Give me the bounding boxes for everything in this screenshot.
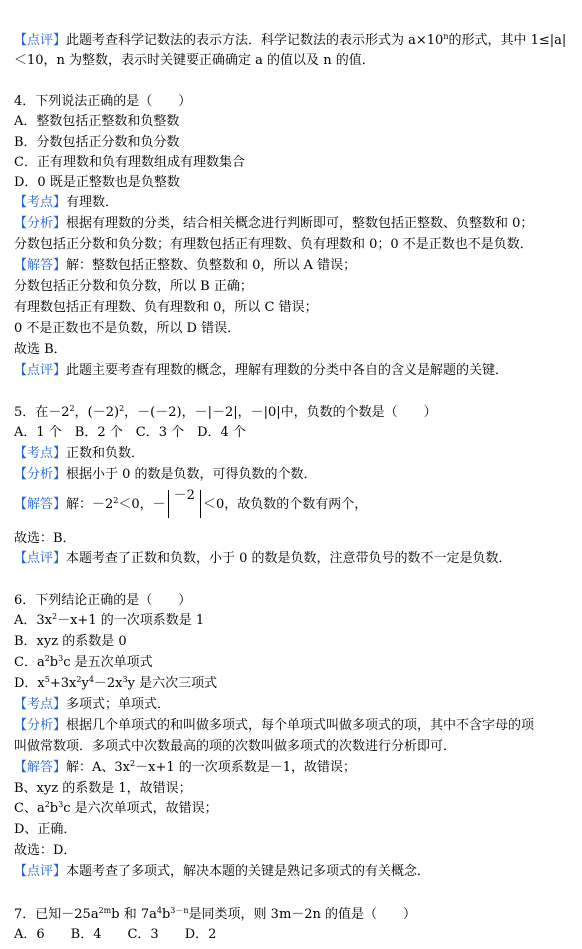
q6-fenxi-line2: 叫做常数项．多项式中次数最高的项的次数叫做多项式的次数进行分析即可． [14,739,457,754]
q4-kaodian: 【考点】有理数． [14,195,119,210]
jieda-tag: 【解答】 [14,760,67,775]
q6-option-b: B．xyz 的系数是 0 [14,634,127,649]
q5-choice: 故选：B． [14,531,76,546]
q6-jieda-line1: 【解答】解：A、$3x^2-x+1$ 的一次项系数是－1，故错误； [14,759,357,775]
q6-option-c: C．$a^2b^3c$ 是五次单项式 [14,654,153,670]
q5-jieda: 【解答】解：$-2^2<0$，－ －2 ＜0，故负数的个数有两个， [14,496,367,513]
q3-comment-line2: ＜10，n 为整数，表示时关键要正确确定 a 的值以及 n 的值． [14,53,375,68]
fenxi-tag: 【分析】 [14,467,67,482]
q6-choice: 故选：D． [14,843,77,858]
jieda-tag: 【解答】 [14,497,67,512]
q4-option-c: C．正有理数和负有理数组成有理数集合 [14,155,245,170]
jieda-tag: 【解答】 [14,258,67,273]
kaodian-tag: 【考点】 [14,195,67,210]
q6-comment: 【点评】本题考查了多项式，解决本题的关键是熟记多项式的有关概念． [14,864,431,879]
fenxi-tag: 【分析】 [14,718,67,733]
q6-fenxi-line1: 【分析】根据几个单项式的和叫做多项式，每个单项式叫做多项式的项，其中不含字母的项 [14,718,535,733]
abs-bar-right [200,490,201,518]
q4-option-b: B．分数包括正分数和负分数 [14,135,180,150]
q6-jieda-line3: C、$a^2b^3c$ 是六次单项式，故错误； [14,800,218,816]
q4-jieda-line3: 有理数包括正有理数、负有理数和 0，所以 C 错误； [14,300,318,315]
q7-options: A．6 B．4 C．3 D．2 [14,927,217,942]
q4-comment: 【点评】此题主要考查有理数的概念，理解有理数的分类中各自的含义是解题的关键． [14,363,509,378]
q6-kaodian: 【考点】多项式；单项式． [14,697,171,712]
q7-stem: 7．已知$-25a^{2m}b$ 和 $7a^4b^{3-n}$是同类项，则 3m－2n 的值是（ ） [14,906,417,922]
q4-choice: 故选 B． [14,342,67,357]
q4-jieda-line1: 【解答】解：整数包括正整数、负整数和 0，所以 A 错误； [14,258,357,273]
q6-option-a: A．$3x^2-x+1$ 的一次项系数是 1 [14,612,205,628]
q4-fenxi-line2: 分数包括正分数和负分数；有理数包括正有理数、负有理数和 0；0 不是正数也不是负数． [14,237,533,252]
q4-jieda-line2: 分数包括正分数和负分数，所以 B 正确； [14,279,253,294]
kaodian-tag: 【考点】 [14,446,67,461]
comment-tag: 【点评】 [14,551,67,566]
q5-options: A．1 个 B．2 个 C．3 个 D．4 个 [14,425,246,440]
q6-option-d: D．$x^5+3x^2y^4-2x^3y$ 是六次三项式 [14,675,218,691]
comment-tag: 【点评】 [14,363,67,378]
q4-option-d: D．0 既是正整数也是负整数 [14,175,180,190]
q5-fenxi: 【分析】根据小于 0 的数是负数，可得负数的个数． [14,467,317,482]
q4-option-a: A．整数包括正整数和负整数 [14,114,180,129]
q4-jieda-line4: 0 不是正数也不是负数，所以 D 错误． [14,321,241,336]
q6-jieda-line4: D、正确． [14,822,77,837]
q5-comment: 【点评】本题考查了正数和负数，小于 0 的数是负数，注意带负号的数不一定是负数． [14,551,512,566]
comment-tag: 【点评】 [14,33,67,48]
absolute-value-expression: －2 [168,496,201,513]
fenxi-tag: 【分析】 [14,216,67,231]
q4-stem: 4．下列说法正确的是（ ） [14,94,192,109]
comment-tag: 【点评】 [14,864,67,879]
q3-comment-line1: 【点评】此题考查科学记数法的表示方法．科学记数法的表示形式为 $a\times 10^n$的形式，其中 1≤|a| [14,32,567,48]
q4-fenxi-line1: 【分析】根据有理数的分类，结合相关概念进行判断即可，整数包括正整数、负整数和 0； [14,216,534,231]
q6-stem: 6．下列结论正确的是（ ） [14,593,192,608]
kaodian-tag: 【考点】 [14,697,67,712]
q5-stem: 5．在$-2^2$，$(-2)^2$，－(－2)，－|－2|，－|0|中，负数的个数是（ ） [14,404,437,420]
q6-jieda-line2: B、xyz 的系数是 1，故错误； [14,781,192,796]
abs-bar-left [168,490,169,518]
q5-kaodian: 【考点】正数和负数． [14,446,145,461]
